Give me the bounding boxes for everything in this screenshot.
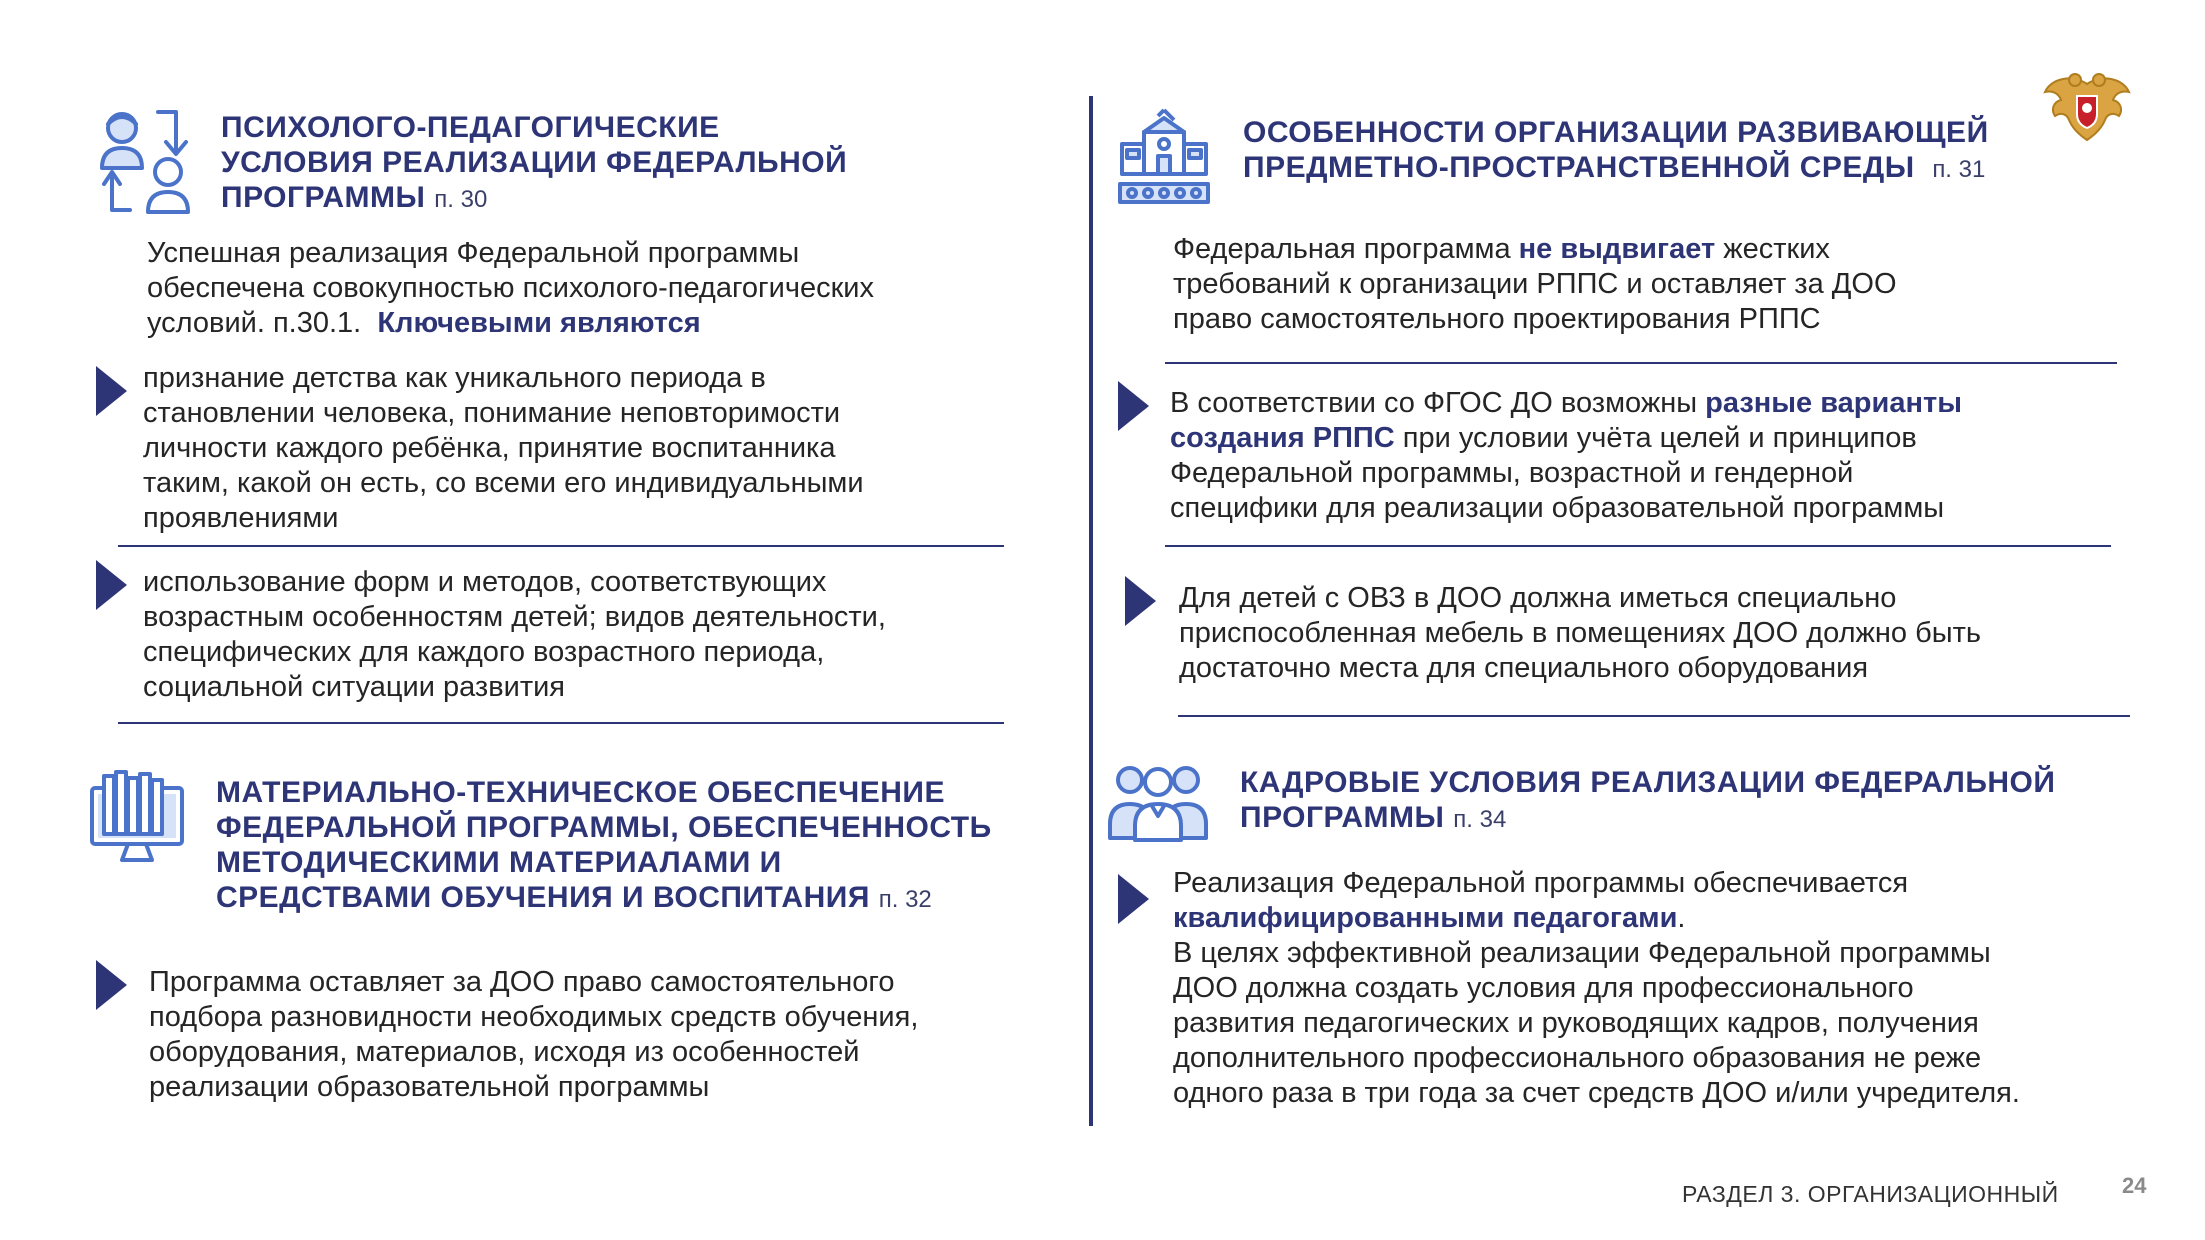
list-item — [1179, 581, 1981, 686]
text-fragment: жестких — [1715, 233, 1830, 265]
section-title-material-support — [216, 775, 992, 917]
clause-reference: п. 31 — [1932, 156, 1986, 183]
intro-paragraph — [147, 236, 874, 341]
text-line: Программа оставляет за ДОО право самостоятельного — [149, 966, 895, 998]
intro-paragraph — [1173, 232, 1897, 337]
text-fragment: Федеральная программа — [1173, 233, 1519, 265]
highlight-text: не выдвигает — [1518, 233, 1716, 265]
clause-reference: п. 34 — [1453, 806, 1507, 833]
highlight-text: Ключевыми являются — [377, 307, 701, 339]
text-fragment: при условии учёта целей и принципов — [1394, 422, 1917, 454]
column-divider — [1089, 96, 1093, 1126]
list-item — [1170, 386, 1962, 526]
list-item — [1173, 866, 2020, 1111]
text-line: оборудования, материалов, исходя из особенностей — [149, 1036, 860, 1068]
text-line: ДОО должна создать условия для профессионального — [1173, 972, 1914, 1004]
text-line: Федеральной программы, возрастной и гендерной — [1170, 457, 1854, 489]
staff-group-icon — [1108, 760, 1208, 842]
bullet-arrow-icon — [96, 366, 127, 416]
text-line: одного раза в три года за счет средств ДОО и/или учредителя. — [1173, 1077, 2020, 1109]
text-line: требований к организации РППС и оставляет за ДОО — [1173, 268, 1897, 300]
divider — [1178, 715, 2130, 717]
text-line: проявлениями — [143, 502, 339, 534]
text-line: В целях эффективной реализации Федеральной программы — [1173, 937, 1991, 969]
text-line: Реализация Федеральной программы обеспечивается — [1173, 867, 1909, 899]
text-line: реализации образовательной программы — [149, 1071, 710, 1103]
bullet-arrow-icon — [1125, 576, 1156, 626]
title-line: МАТЕРИАЛЬНО-ТЕХНИЧЕСКОЕ ОБЕСПЕЧЕНИЕ — [216, 776, 945, 809]
text-line: обеспечена совокупностью психолого-педагогических — [147, 272, 874, 304]
highlight-text: разные варианты — [1705, 387, 1962, 419]
page-number: 24 — [2122, 1173, 2147, 1198]
divider — [118, 722, 1004, 724]
bullet-arrow-icon — [96, 960, 127, 1010]
section-title-staff-conditions — [1240, 765, 2055, 837]
text-line: Для детей с ОВЗ в ДОО должна иметься специально — [1179, 582, 1897, 614]
text-line: возрастным особенностям детей; видов деятельности, — [143, 601, 886, 633]
text-line: признание детства как уникального периода в — [143, 362, 766, 394]
divider — [1165, 362, 2117, 364]
text-line: Успешная реализация Федеральной программы — [147, 237, 800, 269]
divider — [1165, 545, 2111, 547]
monitor-library-icon — [88, 770, 186, 866]
text-line: становлении человека, понимание неповторимости — [143, 397, 841, 429]
list-item — [143, 565, 886, 705]
title-line: ПСИХОЛОГО-ПЕДАГОГИЧЕСКИЕ — [221, 111, 720, 144]
text-line: условий. п.30.1. — [147, 307, 362, 339]
title-line: ПРЕДМЕТНО-ПРОСТРАНСТВЕННОЙ СРЕДЫ — [1243, 151, 1915, 184]
text-line: личности каждого ребёнка, принятие воспитанника — [143, 432, 836, 464]
highlight-text: создания РППС — [1170, 422, 1395, 454]
bullet-arrow-icon — [1118, 381, 1149, 431]
text-line: приспособленная мебель в помещениях ДОО должно быть — [1179, 617, 1981, 649]
text-line: достаточно места для специального оборудования — [1179, 652, 1869, 684]
text-fragment: В соответствии со ФГОС ДО возможны — [1170, 387, 1706, 419]
section-title-rpps — [1243, 115, 1989, 187]
title-line: МЕТОДИЧЕСКИМИ МАТЕРИАЛАМИ И — [216, 846, 782, 879]
bullet-arrow-icon — [96, 560, 127, 610]
highlight-text: квалифицированными педагогами — [1173, 902, 1678, 934]
text-fragment: . — [1677, 902, 1686, 934]
title-line: УСЛОВИЯ РЕАЛИЗАЦИИ ФЕДЕРАЛЬНОЙ — [221, 146, 848, 179]
text-line: социальной ситуации развития — [143, 671, 566, 703]
title-line: ФЕДЕРАЛЬНОЙ ПРОГРАММЫ, ОБЕСПЕЧЕННОСТЬ — [216, 811, 992, 844]
section-footer: РАЗДЕЛ 3. ОРГАНИЗАЦИОННЫЙ — [1682, 1181, 2059, 1207]
bullet-arrow-icon — [1118, 874, 1149, 924]
text-line: подбора разновидности необходимых средств обучения, — [149, 1001, 919, 1033]
title-line: ПРОГРАММЫ — [221, 181, 426, 214]
text-line: таким, какой он есть, со всеми его индивидуальными — [143, 467, 864, 499]
text-line: право самостоятельного проектирования РППС — [1173, 303, 1821, 335]
text-line: специфических для каждого возрастного периода, — [143, 636, 825, 668]
ministry-emblem-icon — [2043, 70, 2131, 146]
clause-reference: п. 32 — [878, 886, 932, 913]
title-line: КАДРОВЫЕ УСЛОВИЯ РЕАЛИЗАЦИИ ФЕДЕРАЛЬНОЙ — [1240, 766, 2056, 799]
kindergarten-building-icon — [1118, 104, 1210, 206]
people-exchange-icon — [96, 106, 192, 216]
section-title-psych-conditions — [221, 110, 847, 217]
text-line: развития педагогических и руководящих кадров, получения — [1173, 1007, 1979, 1039]
divider — [118, 545, 1004, 547]
list-item — [143, 361, 864, 536]
list-item — [149, 965, 918, 1105]
clause-reference: п. 30 — [434, 186, 488, 213]
text-line: специфики для реализации образовательной программы — [1170, 492, 1945, 524]
text-line: использование форм и методов, соответствующих — [143, 566, 827, 598]
title-line: СРЕДСТВАМИ ОБУЧЕНИЯ И ВОСПИТАНИЯ — [216, 881, 870, 914]
title-line: ПРОГРАММЫ — [1240, 801, 1445, 834]
text-line: дополнительного профессионального образования не реже — [1173, 1042, 1982, 1074]
title-line: ОСОБЕННОСТИ ОРГАНИЗАЦИИ РАЗВИВАЮЩЕЙ — [1243, 116, 1989, 149]
